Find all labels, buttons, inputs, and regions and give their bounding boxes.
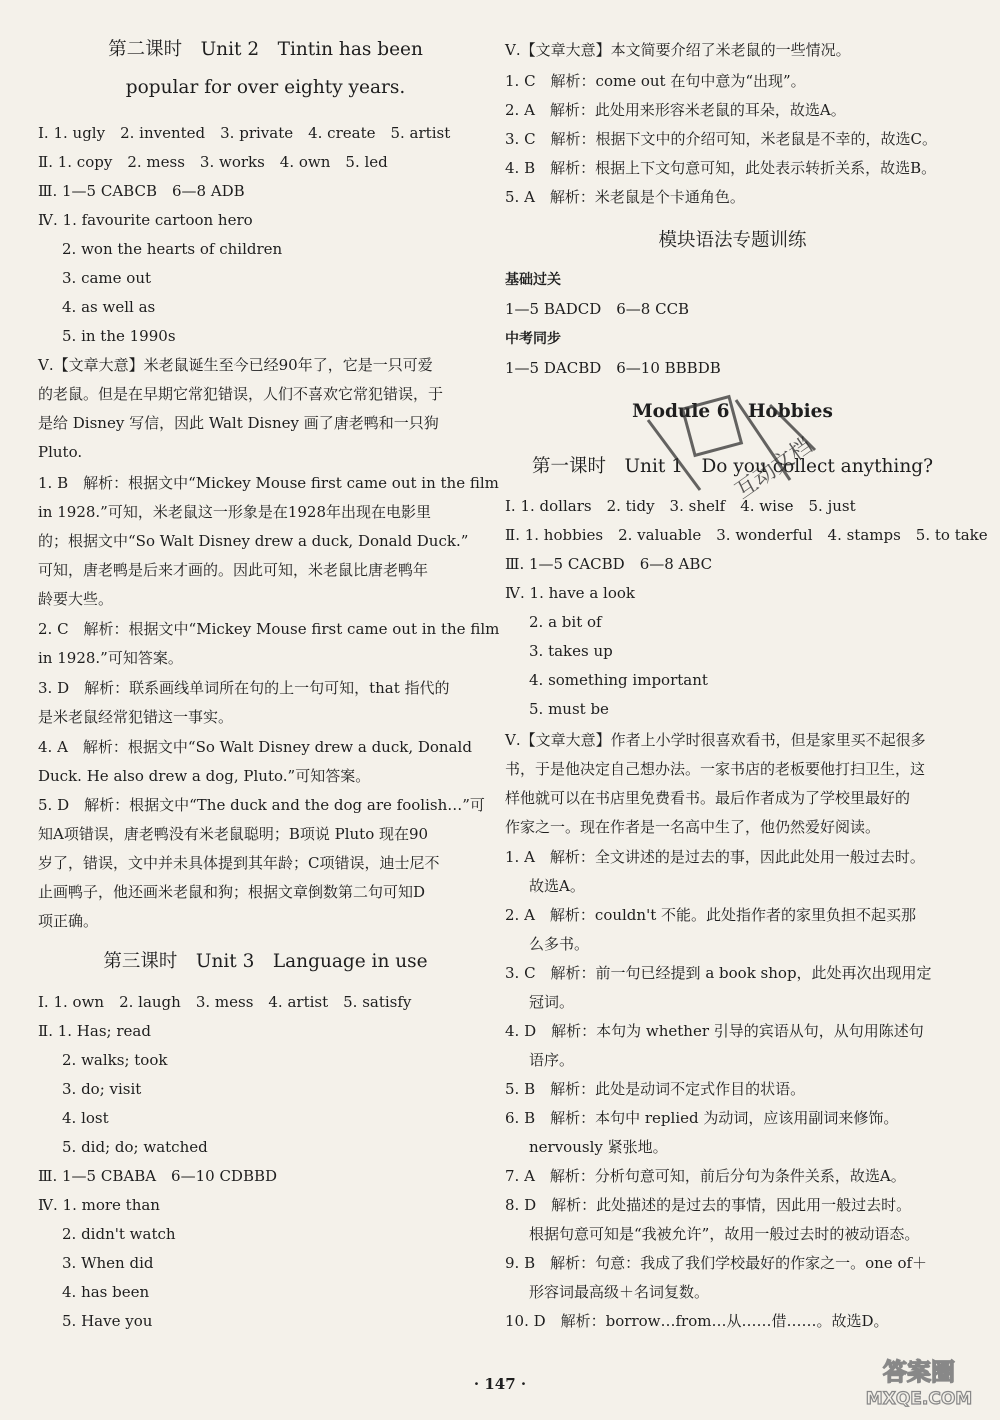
left-text-line: 5. D 解析：根据文中“The duck and the dog are foolish…”可	[38, 796, 485, 814]
left-text-line: Ⅳ. 1. more than	[38, 1196, 160, 1214]
left-text-line: 3. came out	[62, 269, 152, 287]
left-text-line: 龄要大些。	[38, 590, 114, 608]
right-text-line: 2. A 解析：此处用来形容米老鼠的耳朵，故选A。	[505, 101, 846, 119]
left-text-line: Ⅰ. 1. ugly 2. invented 3. private 4. create 5. artist	[38, 124, 451, 142]
right-text-line: 4. D 解析：本句为 whether 引导的宾语从句，从句用陈述句	[505, 1022, 924, 1040]
site-watermark-logo	[850, 1350, 988, 1410]
watermark-top: 答案圈	[883, 1358, 955, 1386]
left-text-line: 5. in the 1990s	[62, 327, 176, 345]
left-text-line: Pluto.	[38, 443, 83, 461]
left-text-line: 2. won the hearts of children	[62, 240, 283, 258]
left-text-line: 的；根据文中“So Walt Disney drew a duck, Donald Duck.”	[38, 532, 469, 550]
left-text-line: 知A项错误，唐老鸭没有米老鼠聪明；B项说 Pluto 现在90	[38, 825, 429, 843]
left-text-line: Ⅱ. 1. Has; read	[38, 1022, 151, 1040]
right-text-line: Ⅳ. 1. have a look	[505, 584, 635, 602]
left-text-line: 4. lost	[62, 1109, 109, 1127]
right-text-line: 1—5 DACBD 6—10 BBBDB	[505, 359, 721, 377]
right-text-line: nervously 紧张地。	[529, 1138, 668, 1156]
right-text-line: 中考同步	[505, 331, 561, 347]
right-text-line: 3. C 解析：前一句已经提到 a book shop，此处再次出现用定	[505, 964, 932, 982]
left-text-line: 是给 Disney 写信，因此 Walt Disney 画了唐老鸭和一只狗	[38, 414, 439, 432]
left-text-line: Ⅲ. 1—5 CBABA 6—10 CDBBD	[38, 1167, 278, 1185]
right-text-line: 模块语法专题训练	[658, 230, 807, 251]
right-text-line: 5. A 解析：米老鼠是个卡通角色。	[505, 188, 745, 206]
left-text-line: 4. A 解析：根据文中“So Walt Disney drew a duck, Donald	[38, 738, 472, 756]
left-text-line: 的老鼠。但是在早期它常犯错误，人们不喜欢它常犯错误，于	[38, 385, 444, 403]
right-text-line: 2. a bit of	[529, 613, 602, 631]
left-text-line: 2. C 解析：根据文中“Mickey Mouse first came out in the film	[38, 620, 500, 638]
right-text-line: 6. B 解析：本句中 replied 为动词，应该用副词来修饰。	[505, 1109, 899, 1127]
right-text-line: 样他就可以在书店里免费看书。最后作者成为了学校里最好的	[505, 789, 911, 807]
left-text-line: 第三课时 Unit 3 Language in use	[103, 951, 428, 972]
left-text-line: popular for over eighty years.	[125, 77, 406, 98]
right-text-line: 5. B 解析：此处是动词不定式作目的状语。	[505, 1080, 806, 1098]
right-text-line: Module 6 Hobbies	[632, 401, 833, 422]
right-text-line: 4. B 解析：根据上下文句意可知，此处表示转折关系，故选B。	[505, 159, 937, 177]
left-text-line: in 1928.”可知，米老鼠这一形象是在1928年出现在电影里	[38, 503, 432, 521]
right-text-line: Ⅲ. 1—5 CACBD 6—8 ABC	[505, 555, 713, 573]
right-text-line: 10. D 解析：borrow…from…从……借……。故选D。	[505, 1312, 889, 1330]
left-text-line: 岁了，错误，文中并未具体提到其年龄；C项错误，迪士尼不	[38, 854, 440, 872]
right-text-line: 5. must be	[529, 700, 609, 718]
right-text-line: 故选A。	[529, 877, 585, 895]
left-text-line: 2. didn't watch	[62, 1225, 176, 1243]
right-text-line: 书，于是他决定自己想办法。一家书店的老板要他打扫卫生，这	[505, 760, 926, 778]
right-text-line: 冠词。	[529, 993, 575, 1011]
left-text-line: 4. has been	[62, 1283, 150, 1301]
left-text-line: Ⅲ. 1—5 CABCB 6—8 ADB	[38, 182, 245, 200]
left-text-line: 2. walks; took	[62, 1051, 168, 1069]
right-text-line: 3. takes up	[529, 642, 613, 660]
stamp-label: 互动文档	[730, 433, 818, 505]
right-text-line: 2. A 解析：couldn't 不能。此处指作者的家里负担不起买那	[505, 906, 916, 924]
right-text-line: 基础过关	[505, 272, 561, 288]
right-text-line: 根据句意可知是“我被允许”，故用一般过去时的被动语态。	[529, 1225, 920, 1243]
right-text-line: 9. B 解析：句意：我成了我们学校最好的作家之一。one of＋	[505, 1254, 928, 1272]
watermark-bottom: MXQE.COM	[865, 1389, 973, 1409]
right-text-line: 3. C 解析：根据下文中的介绍可知，米老鼠是不幸的，故选C。	[505, 130, 938, 148]
right-text-line: Ⅴ.【文章大意】作者上小学时很喜欢看书，但是家里买不起很多	[505, 731, 926, 749]
right-text-line: 7. A 解析：分析句意可知，前后分句为条件关系，故选A。	[505, 1167, 906, 1185]
left-text-line: Ⅱ. 1. copy 2. mess 3. works 4. own 5. led	[38, 153, 388, 171]
left-text-line: 项正确。	[38, 912, 99, 930]
left-text-line: Duck. He also drew a dog, Pluto.”可知答案。	[38, 767, 371, 785]
right-text-line: 1. A 解析：全文讲述的是过去的事，因此此处用一般过去时。	[505, 848, 925, 866]
left-text-line: 5. Have you	[62, 1312, 153, 1330]
left-text-line: 止画鸭子，他还画米老鼠和狗；根据文章倒数第二句可知D	[38, 883, 426, 901]
left-text-line: 1. B 解析：根据文中“Mickey Mouse first came out in the film	[38, 474, 499, 492]
left-text-line: in 1928.”可知答案。	[38, 649, 183, 667]
stamp-watermark	[640, 380, 840, 520]
page-number: · 147 ·	[473, 1375, 527, 1393]
left-text-line: Ⅳ. 1. favourite cartoon hero	[38, 211, 253, 229]
right-text-line: 形容词最高级＋名词复数。	[529, 1283, 710, 1301]
right-text-line: Ⅴ.【文章大意】本文简要介绍了米老鼠的一些情况。	[505, 41, 851, 59]
right-text-line: 4. something important	[529, 671, 708, 689]
left-text-line: Ⅰ. 1. own 2. laugh 3. mess 4. artist 5. satisfy	[38, 993, 412, 1011]
left-text-line: 3. do; visit	[62, 1080, 142, 1098]
left-text-line: 4. as well as	[62, 298, 156, 316]
right-text-line: 语序。	[529, 1051, 575, 1069]
left-text-line: 3. When did	[62, 1254, 154, 1272]
left-text-line: 可知，唐老鸭是后来才画的。因此可知，米老鼠比唐老鸭年	[38, 561, 429, 579]
right-text-line: 1. C 解析：come out 在句中意为“出现”。	[505, 72, 806, 90]
right-text-line: 么多书。	[529, 935, 590, 953]
right-text-line: 作家之一。现在作者是一名高中生了，他仍然爱好阅读。	[505, 818, 881, 836]
left-text-line: 第二课时 Unit 2 Tintin has been	[108, 39, 423, 60]
left-text-line: 5. did; do; watched	[62, 1138, 208, 1156]
left-text-line: 3. D 解析：联系画线单词所在句的上一句可知，that 指代的	[38, 679, 450, 697]
right-text-line: 第一课时 Unit 1 Do you collect anything?	[531, 456, 934, 477]
right-text-line: 8. D 解析：此处描述的是过去的事情，因此用一般过去时。	[505, 1196, 912, 1214]
right-text-line: Ⅰ. 1. dollars 2. tidy 3. shelf 4. wise 5. just	[505, 497, 856, 515]
left-text-line: Ⅴ.【文章大意】米老鼠诞生至今已经90年了，它是一只可爱	[38, 356, 433, 374]
left-text-line: 是米老鼠经常犯错这一事实。	[38, 708, 234, 726]
right-text-line: 1—5 BADCD 6—8 CCB	[505, 300, 690, 318]
right-text-line: Ⅱ. 1. hobbies 2. valuable 3. wonderful 4. stamps 5. to take	[505, 526, 988, 544]
